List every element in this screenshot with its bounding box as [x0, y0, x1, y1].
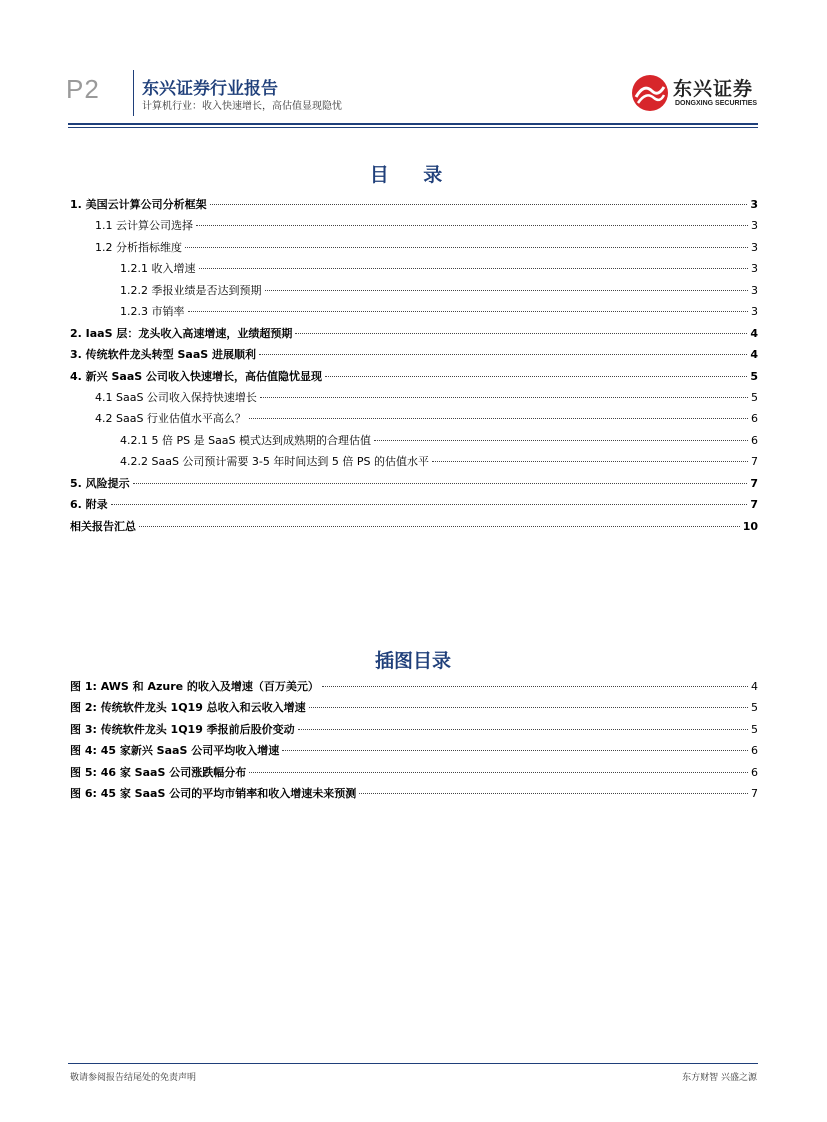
dot-leader — [298, 729, 748, 730]
dot-leader — [133, 483, 748, 484]
toc-entry-label: 相关报告汇总 — [70, 519, 136, 533]
toc-entry-label: 1.2 分析指标维度 — [95, 240, 182, 254]
header-rule — [68, 123, 758, 125]
toc-entry[interactable] — [68, 475, 758, 496]
toc-entry[interactable] — [68, 453, 758, 474]
toc-entry[interactable] — [68, 368, 758, 389]
footer-slogan: 东方财智 兴盛之源 — [682, 1073, 757, 1083]
toc-entry[interactable] — [68, 282, 758, 303]
figure-entry-label: 图 5: 46 家 SaaS 公司涨跌幅分布 — [70, 765, 247, 779]
figure-entry-label: 图 3: 传统软件龙头 1Q19 季报前后股价变动 — [70, 722, 295, 736]
toc-entry-label: 4.2 SaaS 行业估值水平高么？ — [95, 412, 246, 426]
footer-rule — [68, 1063, 758, 1064]
toc-entry[interactable] — [68, 260, 758, 281]
toc-entry-label: 6. 附录 — [70, 498, 108, 512]
figure-entry-label: 图 6: 45 家 SaaS 公司的平均市销率和收入增速未来预测 — [70, 787, 357, 801]
figure-entry-label: 图 2: 传统软件龙头 1Q19 总收入和云收入增速 — [70, 701, 306, 715]
toc-entry-page: 7 — [751, 455, 758, 469]
toc-entry-page: 4 — [750, 326, 758, 340]
dot-leader — [111, 504, 748, 505]
toc-entry-page: 3 — [751, 219, 758, 233]
dot-leader — [188, 311, 749, 312]
report-title: 东兴证券行业报告 — [142, 79, 278, 99]
figure-entry-page: 5 — [751, 722, 758, 736]
disclaimer-note: 敬请参阅报告结尾处的免责声明 — [70, 1073, 197, 1083]
toc-entry-label: 3. 传统软件龙头转型 SaaS 进展顺利 — [70, 348, 257, 362]
toc-entry-label: 4. 新兴 SaaS 公司收入快速增长，高估值隐忧显现 — [70, 369, 323, 383]
dot-leader — [309, 707, 748, 708]
toc-entry[interactable] — [68, 196, 758, 217]
toc-entry-page: 4 — [750, 348, 758, 362]
toc-entry[interactable] — [68, 303, 758, 324]
toc-entry-page: 5 — [751, 390, 758, 404]
toc-entry-label: 1.2.1 收入增速 — [120, 262, 196, 276]
figure-entry[interactable] — [68, 678, 758, 699]
dot-leader — [432, 461, 748, 462]
dot-leader — [265, 290, 749, 291]
toc-entry-label: 1.2.2 季报业绩是否达到预期 — [120, 283, 262, 297]
figure-entry[interactable] — [68, 721, 758, 742]
figure-entry[interactable] — [68, 764, 758, 785]
figure-entry[interactable] — [68, 742, 758, 763]
toc-entry[interactable] — [68, 496, 758, 517]
toc-entry-label: 1. 美国云计算公司分析框架 — [70, 198, 207, 211]
header-divider — [133, 70, 134, 116]
dot-leader — [295, 333, 747, 334]
toc-entry-label: 1.1 云计算公司选择 — [95, 219, 193, 233]
toc-entry[interactable] — [68, 325, 758, 346]
toc-entry[interactable] — [68, 518, 758, 539]
toc-entry-page: 3 — [751, 262, 758, 276]
dot-leader — [259, 354, 747, 355]
toc-entry-page: 3 — [750, 198, 758, 211]
toc-entry-page: 6 — [751, 412, 758, 426]
dot-leader — [210, 204, 748, 205]
dot-leader — [282, 750, 748, 751]
dot-leader — [249, 418, 748, 419]
dot-leader — [199, 268, 749, 269]
logo-text-en: DONGXING SECURITIES — [675, 100, 758, 107]
dot-leader — [325, 376, 747, 377]
figure-entry-page: 6 — [751, 765, 758, 779]
toc-entry-label: 1.2.3 市销率 — [120, 305, 185, 319]
toc-list — [68, 196, 758, 539]
toc-entry-page: 3 — [751, 283, 758, 297]
figure-entry-page: 5 — [751, 701, 758, 715]
logo-text-cn: 东兴证券 — [673, 78, 754, 100]
toc-entry[interactable] — [68, 217, 758, 238]
dot-leader — [196, 225, 748, 226]
figure-entry-page: 7 — [751, 787, 758, 801]
toc-entry-label: 4.1 SaaS 公司收入保持快速增长 — [95, 390, 257, 404]
figure-entry-page: 6 — [751, 744, 758, 758]
toc-entry-label: 4.2.2 SaaS 公司预计需要 3-5 年时间达到 5 倍 PS 的估值水平 — [120, 455, 429, 469]
toc-entry-label: 2. IaaS 层：龙头收入高速增速，业绩超预期 — [70, 326, 293, 340]
figure-entry[interactable] — [68, 785, 758, 806]
toc-entry-page: 10 — [742, 519, 758, 533]
figure-entry-label: 图 1: AWS 和 Azure 的收入及增速（百万美元） — [70, 680, 319, 693]
toc-entry-label: 4.2.1 5 倍 PS 是 SaaS 模式达到成熟期的合理估值 — [120, 433, 372, 447]
figures-title: 插图目录 — [374, 650, 451, 672]
toc-entry-page: 7 — [750, 498, 758, 512]
toc-title: 目 录 — [369, 164, 457, 186]
dot-leader — [260, 397, 748, 398]
figure-entry-label: 图 4: 45 家新兴 SaaS 公司平均收入增速 — [70, 744, 280, 758]
toc-entry[interactable] — [68, 410, 758, 431]
dot-leader — [139, 526, 740, 527]
toc-entry-page: 5 — [750, 369, 758, 383]
dot-leader — [185, 247, 748, 248]
toc-entry-page: 6 — [751, 433, 758, 447]
toc-entry[interactable] — [68, 239, 758, 260]
toc-entry-page: 7 — [750, 476, 758, 490]
figure-entry-page: 4 — [751, 680, 758, 693]
toc-entry-page: 3 — [751, 240, 758, 254]
page-label: P2 — [66, 74, 100, 104]
figures-list — [68, 678, 758, 807]
dot-leader — [322, 686, 748, 687]
toc-entry[interactable] — [68, 432, 758, 453]
dot-leader — [359, 793, 748, 794]
figure-entry[interactable] — [68, 699, 758, 720]
toc-entry[interactable] — [68, 346, 758, 367]
toc-entry-label: 5. 风险提示 — [70, 476, 130, 490]
toc-entry-page: 3 — [751, 305, 758, 319]
dot-leader — [374, 440, 748, 441]
toc-entry[interactable] — [68, 389, 758, 410]
report-subtitle: 计算机行业：收入快速增长，高估值显现隐忧 — [142, 101, 342, 112]
dot-leader — [249, 772, 748, 773]
header-rule-thin — [68, 127, 758, 128]
